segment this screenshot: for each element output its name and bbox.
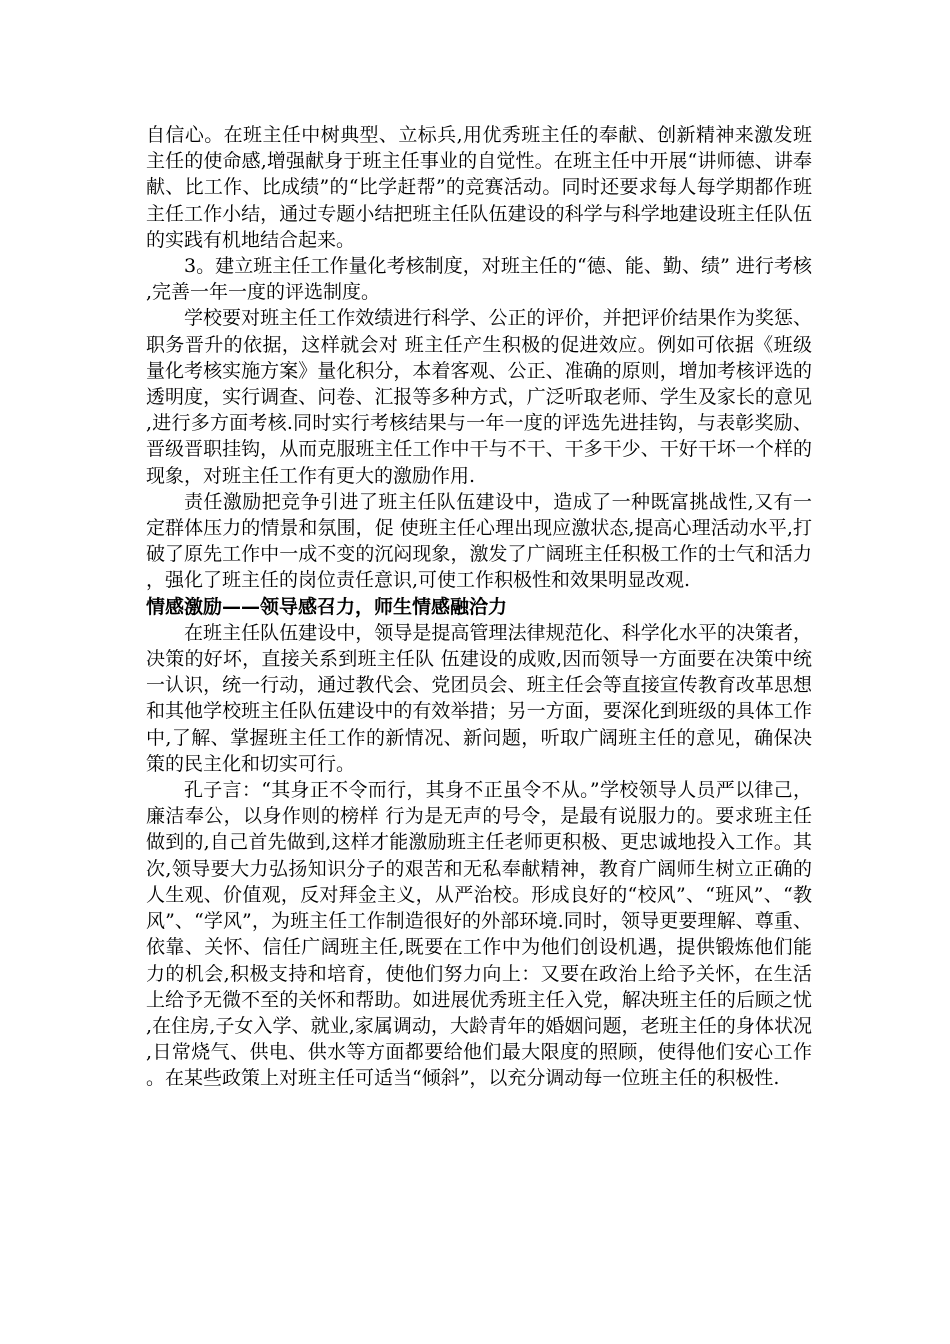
paragraph-responsibility-incentive: 责任激励把竞争引进了班主任队伍建设中，造成了一种既富挑战性,又有一定群体压力的情景和氛围，促 使班主任心理出现应激状态,提高心理活动水平,打破了原先工作中一成不变的沉闷现象，激发了广阔班主任积极工作的士气和活力，强化了班主任的岗位责任意识,可使工作积极性和效果明显改观. xyxy=(146,490,812,592)
document-page xyxy=(146,122,812,1092)
section-heading-emotional-incentive: 情感激励——领导感召力，师生情感融洽力 xyxy=(146,595,508,618)
paragraph-leadership-example: 孔子言：“其身正不令而行，其身不正虽令不从。”学校领导人员严以律己，廉洁奉公，以身作则的榜样 行为是无声的号令，是最有说服力的。要求班主任做到的,自己首先做到,这样才能激励班主任老师更积极、更忠诚地投入工作。其次,领导要大力弘扬知识分子的艰苦和无私奉献精神，教育广阔师生树立正确的人生观、价值观，反对拜金主义，从严治校。形成良好的“校风”、“班风”、“教风”、“学风”，为班主任工作制造很好的外部环境.同时，领导更要理解、尊重、依靠、关怀、信任广阔班主任,既要在工作中为他们创设机遇，提供锻炼他们能力的机会,积极支持和培育，使他们努力向上：又要在政治上给予关怀，在生活上给予无微不至的关怀和帮助。如进展优秀班主任入党，解决班主任的后顾之忧,在住房,子女入学、就业,家属调动，大龄青年的婚姻问题，老班主任的身体状况,日常烧气、供电、供水等方面都要给他们最大限度的照顾，使得他们安心工作。在某些政策上对班主任可适当“倾斜”，以充分调动每一位班主任的积极性. xyxy=(146,779,812,1090)
paragraph-leadership-decision: 在班主任队伍建设中，领导是提高管理法律规范化、科学化水平的决策者，决策的好坏，直接关系到班主任队 伍建设的成败,因而领导一方面要在决策中统一认识，统一行动，通过教代会、党团员会、班主任会等直接宣传教育改革思想和其他学校班主任队伍建设中的有效举措；另一方面，要深化到班级的具体工作中,了解、掌握班主任工作的新情况、新问题，听取广阔班主任的意见，确保决策的民主化和切实可行。 xyxy=(146,621,812,775)
paragraph-continuation: 自信心。在班主任中树典型、立标兵,用优秀班主任的奉献、创新精神来激发班主任的使命感,增强献身于班主任事业的自觉性。在班主任中开展“讲师德、讲奉献、比工作、比成绩”的“比学赶帮”的竞赛活动。同时还要求每人每学期都作班主任工作小结，通过专题小结把班主任队伍建设的科学与科学地建设班主任队伍的实践有机地结合起来。 xyxy=(146,124,812,251)
paragraph-assessment-system: 3。建立班主任工作量化考核制度，对班主任的“德、能、勤、绩” 进行考核,完善一年一度的评选制度。 xyxy=(146,255,812,304)
paragraph-evaluation: 学校要对班主任工作效绩进行科学、公正的评价，并把评价结果作为奖惩、职务晋升的依据，这样就会对 班主任产生积极的促进效应。例如可依据《班级量化考核实施方案》量化积分，本着客观、公正、准确的原则，增加考核评选的透明度，实行调查、问卷、汇报等多种方式，广泛听取老师、学生及家长的意见,进行多方面考核.同时实行考核结果与一年一度的评选先进挂钩，与表彰奖励、晋级晋职挂钩，从而克服班主任工作中干与不干、干多干少、干好干坏一个样的现象，对班主任工作有更大的激励作用. xyxy=(146,307,812,487)
